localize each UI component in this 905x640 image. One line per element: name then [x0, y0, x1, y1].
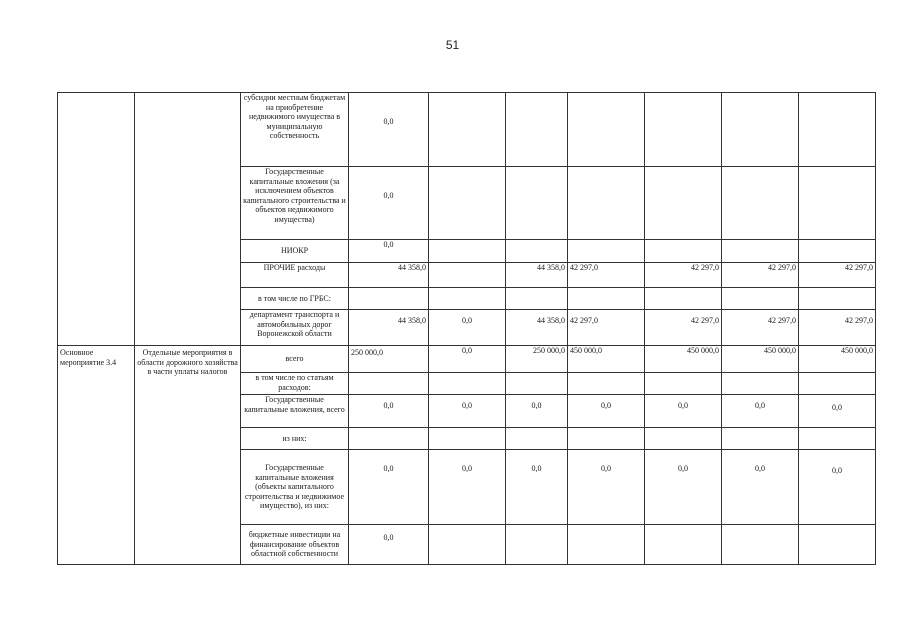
- row-label: субсидии местным бюджетам на приобретение недвижимого имущества в муниципальную собственность: [241, 93, 349, 167]
- value-cell: [506, 240, 568, 263]
- value-cell: [645, 428, 722, 450]
- value-cell: 250 000,0: [506, 346, 568, 373]
- value-cell: 0,0: [349, 450, 429, 525]
- row-label: департамент транспорта и автомобильных дорог Воронежской области: [241, 310, 349, 346]
- value-cell: [799, 525, 876, 565]
- value-cell: 0,0: [645, 450, 722, 525]
- value-cell: [645, 93, 722, 167]
- value-cell: 450 000,0: [799, 346, 876, 373]
- value-cell: [568, 288, 645, 310]
- value-cell: 0,0: [568, 395, 645, 428]
- value-cell: [722, 288, 799, 310]
- value-cell: [799, 428, 876, 450]
- value-cell: [429, 288, 506, 310]
- row-label: в том числе по ГРБС:: [241, 288, 349, 310]
- value-cell: 0,0: [429, 310, 506, 346]
- value-cell: [722, 373, 799, 395]
- value-cell: [429, 373, 506, 395]
- value-cell: [568, 240, 645, 263]
- row-label: ПРОЧИЕ расходы: [241, 263, 349, 288]
- row-label: всего: [241, 346, 349, 373]
- value-cell: 42 297,0: [722, 310, 799, 346]
- value-cell: 44 358,0: [349, 263, 429, 288]
- value-cell: [568, 93, 645, 167]
- value-cell: 0,0: [506, 450, 568, 525]
- value-cell: [722, 428, 799, 450]
- value-cell: [568, 373, 645, 395]
- row-label: из них:: [241, 428, 349, 450]
- value-cell: [349, 428, 429, 450]
- value-cell: [799, 373, 876, 395]
- row-label: в том числе по статьям расходов:: [241, 373, 349, 395]
- value-cell: [429, 240, 506, 263]
- value-cell: 42 297,0: [568, 263, 645, 288]
- value-cell: 0,0: [429, 450, 506, 525]
- value-cell: 0,0: [349, 167, 429, 240]
- value-cell: [568, 428, 645, 450]
- value-cell: [429, 428, 506, 450]
- value-cell: [349, 373, 429, 395]
- value-cell: 44 358,0: [506, 310, 568, 346]
- value-cell: [349, 288, 429, 310]
- value-cell: 42 297,0: [722, 263, 799, 288]
- activity-name-cell: Отдельные мероприятия в области дорожного хозяйства в части уплаты налогов: [135, 346, 241, 565]
- row-label: Государственные капитальные вложения (объекты капитального строительства и недвижимое имущество), из них:: [241, 450, 349, 525]
- value-cell: 42 297,0: [799, 263, 876, 288]
- value-cell: [429, 525, 506, 565]
- value-cell: [568, 525, 645, 565]
- value-cell: [429, 263, 506, 288]
- budget-table: [57, 92, 876, 565]
- value-cell: 0,0: [349, 525, 429, 565]
- value-cell: [645, 373, 722, 395]
- value-cell: 0,0: [722, 450, 799, 525]
- table-row: [58, 346, 876, 373]
- value-cell: 42 297,0: [568, 310, 645, 346]
- activity-name-cell: [135, 93, 241, 346]
- value-cell: [645, 240, 722, 263]
- value-cell: 44 358,0: [506, 263, 568, 288]
- activity-code-cell: Основное мероприятие 3.4: [58, 346, 135, 565]
- value-cell: 0,0: [349, 240, 429, 263]
- value-cell: 0,0: [799, 450, 876, 525]
- value-cell: [506, 373, 568, 395]
- value-cell: [799, 240, 876, 263]
- value-cell: [645, 525, 722, 565]
- value-cell: 0,0: [645, 395, 722, 428]
- value-cell: [506, 93, 568, 167]
- value-cell: [799, 288, 876, 310]
- value-cell: 250 000,0: [349, 346, 429, 373]
- value-cell: 450 000,0: [722, 346, 799, 373]
- value-cell: 0,0: [568, 450, 645, 525]
- value-cell: [722, 167, 799, 240]
- value-cell: [506, 167, 568, 240]
- value-cell: [568, 167, 645, 240]
- value-cell: [429, 93, 506, 167]
- activity-code-cell: [58, 93, 135, 346]
- value-cell: 42 297,0: [645, 310, 722, 346]
- row-label: НИОКР: [241, 240, 349, 263]
- value-cell: [722, 93, 799, 167]
- value-cell: 450 000,0: [568, 346, 645, 373]
- value-cell: 0,0: [722, 395, 799, 428]
- value-cell: 0,0: [349, 395, 429, 428]
- row-label: Государственные капитальные вложения, всего: [241, 395, 349, 428]
- value-cell: [645, 288, 722, 310]
- page-number: 51: [445, 38, 460, 52]
- row-label: Государственные капитальные вложения (за исключением объектов капитального строительства и объектов недвижимого имущества): [241, 167, 349, 240]
- value-cell: 42 297,0: [645, 263, 722, 288]
- value-cell: [506, 428, 568, 450]
- value-cell: [429, 167, 506, 240]
- value-cell: 0,0: [429, 395, 506, 428]
- row-label: бюджетные инвестиции на финансирование объектов областной собственности: [241, 525, 349, 565]
- value-cell: 42 297,0: [799, 310, 876, 346]
- value-cell: [506, 288, 568, 310]
- value-cell: 0,0: [429, 346, 506, 373]
- value-cell: [722, 240, 799, 263]
- value-cell: 0,0: [506, 395, 568, 428]
- value-cell: 450 000,0: [645, 346, 722, 373]
- value-cell: 0,0: [799, 395, 876, 428]
- value-cell: 44 358,0: [349, 310, 429, 346]
- table-row: [58, 93, 876, 167]
- value-cell: [799, 93, 876, 167]
- value-cell: [722, 525, 799, 565]
- value-cell: [645, 167, 722, 240]
- value-cell: [799, 167, 876, 240]
- value-cell: [506, 525, 568, 565]
- value-cell: 0,0: [349, 93, 429, 167]
